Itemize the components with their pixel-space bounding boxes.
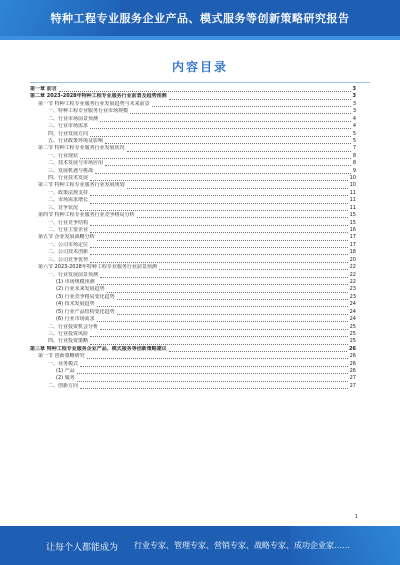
toc-entry[interactable] [30,131,356,138]
toc-entry[interactable] [30,175,356,182]
toc-entry-page: 26 [349,345,356,352]
toc-entry[interactable] [30,86,356,93]
toc-entry[interactable] [30,197,356,204]
toc-entry-title: 一、特种工程专业服务行业市场规模 [48,108,129,115]
toc-entry[interactable] [30,138,356,145]
toc-leader-dots [137,213,348,218]
toc-leader-dots [117,310,348,315]
toc-entry[interactable] [30,272,356,279]
footer-bar [0,526,400,565]
toc-leader-dots [90,124,351,129]
toc-leader-dots [130,109,351,114]
toc-entry[interactable] [30,123,356,130]
page-number: 1 [354,514,358,520]
toc-entry-page: 15 [349,212,356,219]
toc-leader-dots [127,147,351,152]
page-title: 内容目录 [171,60,228,74]
toc-leader-dots [100,117,351,122]
toc-leader-dots [90,176,348,181]
toc-entry-title: 二、行业主要企业 [48,227,89,234]
toc-entry[interactable] [30,331,356,338]
toc-entry-title: (2) 行业未来发展趋势 [56,286,105,293]
toc-entry-page: 9 [352,167,356,174]
toc-entry-title: 四、行业发展方向 [48,130,89,137]
toc-entry-page: 11 [349,197,356,204]
toc-entry[interactable] [30,145,356,152]
toc-entry-page: 18 [349,249,356,256]
toc-entry-title: 第二节 特种工程专业服务行业发展状况 [38,145,125,152]
toc-entry-page: 5 [352,137,356,144]
toc-entry-page: 11 [349,189,356,196]
toc-entry-page: 10 [349,175,356,182]
toc-entry[interactable] [30,220,356,227]
toc-entry-title: 三、发展机遇与挑战 [48,167,94,174]
toc-leader-dots [100,325,348,330]
toc-entry-title: 二、行业市场前景预测 [48,115,99,122]
toc-entry-page: 4 [352,123,356,130]
toc-leader-dots [90,221,348,226]
toc-entry-title: 二、创新方向 [48,382,79,389]
toc-leader-dots [90,228,348,233]
toc-entry-page: 25 [349,330,356,337]
toc-entry-title: 第一节 特种工程专业服务行业发展趋势与未来前景 [38,100,150,107]
toc-entry-title: 一、行业现状 [48,152,79,159]
toc-entry-title: 第二章 2023-2028年特种工程专业服务行业前景及趋势预测 [30,93,167,100]
toc-entry-page: 25 [349,338,356,345]
toc-entry[interactable] [30,190,356,197]
toc-leader-dots [97,280,348,285]
toc-entry-page: 22 [349,278,356,285]
toc-entry-title: 一、行业竞争结构 [48,219,89,226]
toc-entry-page: 17 [349,234,356,241]
toc-entry-title: (1) 市场规模预测 [56,278,95,285]
toc-leader-dots [90,199,348,204]
toc-entry-title: 第一章 前言 [30,86,57,92]
toc-entry-page: 16 [349,227,356,234]
toc-entry-page: 5 [352,130,356,137]
toc-entry-page: 15 [349,219,356,226]
toc-entry-page: 23 [349,286,356,293]
toc-entry[interactable] [30,101,356,108]
toc-entry[interactable] [30,368,356,375]
toc-entry-title: 一、公司市场定位 [48,241,89,248]
toc-entry-title: 二、技术发展与市场应用 [48,160,104,167]
toc-entry[interactable] [30,264,356,271]
toc-leader-dots [117,295,348,300]
toc-entry-page: 23 [349,293,356,300]
toc-leader-dots [59,87,351,92]
toc-leader-dots [90,250,348,255]
toc-leader-dots [80,154,351,159]
toc-entry-page: 4 [352,115,356,122]
toc-entry-title: (1) 产品 [56,368,75,375]
toc-entry-title: 五、行业政策环境及影响 [48,137,104,144]
toc-entry-title: (5) 行业产品结构变化趋势 [56,308,115,315]
toc-entry-title: 二、公司技术创新 [48,249,89,256]
toc-entry[interactable] [30,160,356,167]
toc-entry-page: 22 [349,271,356,278]
toc-entry-title: 一、业务模式 [48,360,79,367]
toc-entry-page: 17 [349,241,356,248]
toc-entry-title: 三、行业市场需求 [48,123,89,130]
toc-entry-title: 二、市场需求增长 [48,197,89,204]
toc-leader-dots [80,362,348,367]
table-of-contents [30,86,356,390]
toc-entry[interactable] [30,361,356,368]
toc-entry-title: 三、公司竞争优势 [48,256,89,263]
header-accent-line [0,36,400,40]
report-title: 特种工程专业服务企业产品、模式服务等创新策略研究报告 [50,12,350,25]
toc-entry[interactable] [30,182,356,189]
toc-leader-dots [105,161,351,166]
toc-leader-dots [97,317,348,322]
toc-entry[interactable] [30,309,356,316]
toc-entry-title: 第三节 特种工程专业服务行业发展规划 [38,182,125,189]
footer-roles: 行业专家、管理专家、营销专家、战略专家、成功企业家…… [134,541,350,550]
toc-leader-dots [169,347,347,352]
toc-entry-page: 11 [349,204,356,211]
toc-leader-dots [90,191,348,196]
toc-entry[interactable] [30,93,356,100]
toc-entry-title: 第一节 创新策略研究 [38,353,85,360]
toc-leader-dots [90,258,348,263]
toc-leader-dots [105,139,351,144]
toc-entry[interactable] [30,227,356,234]
toc-entry[interactable] [30,324,356,331]
toc-entry-title: (4) 技术发展趋势 [56,301,95,308]
toc-entry-title: 一、政策法规支持 [48,189,89,196]
toc-entry-page: 24 [349,308,356,315]
toc-leader-dots [90,340,348,345]
toc-leader-dots [107,288,348,293]
toc-entry-page: 24 [349,301,356,308]
toc-entry[interactable] [30,249,356,256]
toc-entry[interactable] [30,301,356,308]
toc-entry-title: (3) 行业竞争格局变化趋势 [56,293,115,300]
toc-entry-title: 三、竞争状况 [48,204,79,211]
toc-entry-page: 3 [352,93,356,100]
toc-entry[interactable] [30,383,356,390]
toc-entry[interactable] [30,316,356,323]
toc-entry-page: 24 [349,316,356,323]
toc-entry-page: 27 [349,375,356,382]
toc-entry-page: 7 [352,145,356,152]
toc-entry-page: 26 [349,360,356,367]
toc-leader-dots [97,302,348,307]
toc-entry[interactable] [30,212,356,219]
toc-leader-dots [95,169,351,174]
toc-entry-title: 一、行业发展前景预测 [48,271,99,278]
toc-leader-dots [80,384,348,389]
toc-entry[interactable] [30,242,356,249]
toc-leader-dots [90,332,348,337]
toc-entry-title: 四、行业技术发展 [48,175,89,182]
toc-entry-page: 26 [349,368,356,375]
toc-entry-page: 22 [349,264,356,271]
title-divider [30,82,370,83]
toc-leader-dots [152,102,351,107]
toc-entry-title: 四、行业投资策略 [48,338,89,345]
toc-leader-dots [159,265,348,270]
toc-entry-title: 三、行业投资风险 [48,330,89,337]
toc-leader-dots [77,377,348,382]
toc-entry-page: 26 [349,353,356,360]
toc-entry[interactable] [30,257,356,264]
toc-entry-title: 二、行业投资机会分析 [48,323,99,330]
footer-slogan: 让每个人都能成为 [46,543,119,553]
toc-entry-title: (6) 行业市场需求 [56,316,95,323]
toc-leader-dots [80,206,348,211]
toc-entry-page: 27 [349,382,356,389]
toc-entry[interactable] [30,346,356,353]
toc-leader-dots [127,184,348,189]
toc-leader-dots [97,236,348,241]
toc-entry[interactable] [30,279,356,286]
toc-leader-dots [100,273,348,278]
toc-leader-dots [90,243,348,248]
toc-entry-page: 8 [352,152,356,159]
header-bar [0,0,400,40]
toc-entry[interactable] [30,234,356,241]
toc-entry[interactable] [30,286,356,293]
toc-leader-dots [169,95,351,100]
toc-leader-dots [90,132,351,137]
toc-entry[interactable] [30,338,356,345]
toc-entry-page: 3 [352,100,356,107]
toc-entry[interactable] [30,205,356,212]
toc-entry[interactable] [30,116,356,123]
toc-entry[interactable] [30,153,356,160]
toc-entry-title: 第六节 2023-2028年特种工程专业服务行业前景预测 [38,264,157,271]
toc-entry[interactable] [30,168,356,175]
toc-entry-title: 第三章 特种工程专业服务企业产品、模式服务等创新策略建议 [30,345,167,352]
toc-entry-page: 3 [352,108,356,115]
toc-entry-page: 8 [352,160,356,167]
toc-entry-title: 第四节 特种工程专业服务行业竞争格局分析 [38,212,135,219]
toc-entry-page: 25 [349,323,356,330]
toc-entry-page: 3 [352,86,356,92]
toc-leader-dots [77,369,348,374]
toc-entry-title: 第五节 企业发展战略分析 [38,234,95,241]
toc-entry-title: (2) 服务 [56,375,75,382]
toc-entry[interactable] [30,375,356,382]
toc-leader-dots [87,354,348,359]
toc-entry[interactable] [30,353,356,360]
toc-entry-page: 10 [349,182,356,189]
toc-entry[interactable] [30,294,356,301]
toc-entry[interactable] [30,108,356,115]
toc-entry-page: 20 [349,256,356,263]
